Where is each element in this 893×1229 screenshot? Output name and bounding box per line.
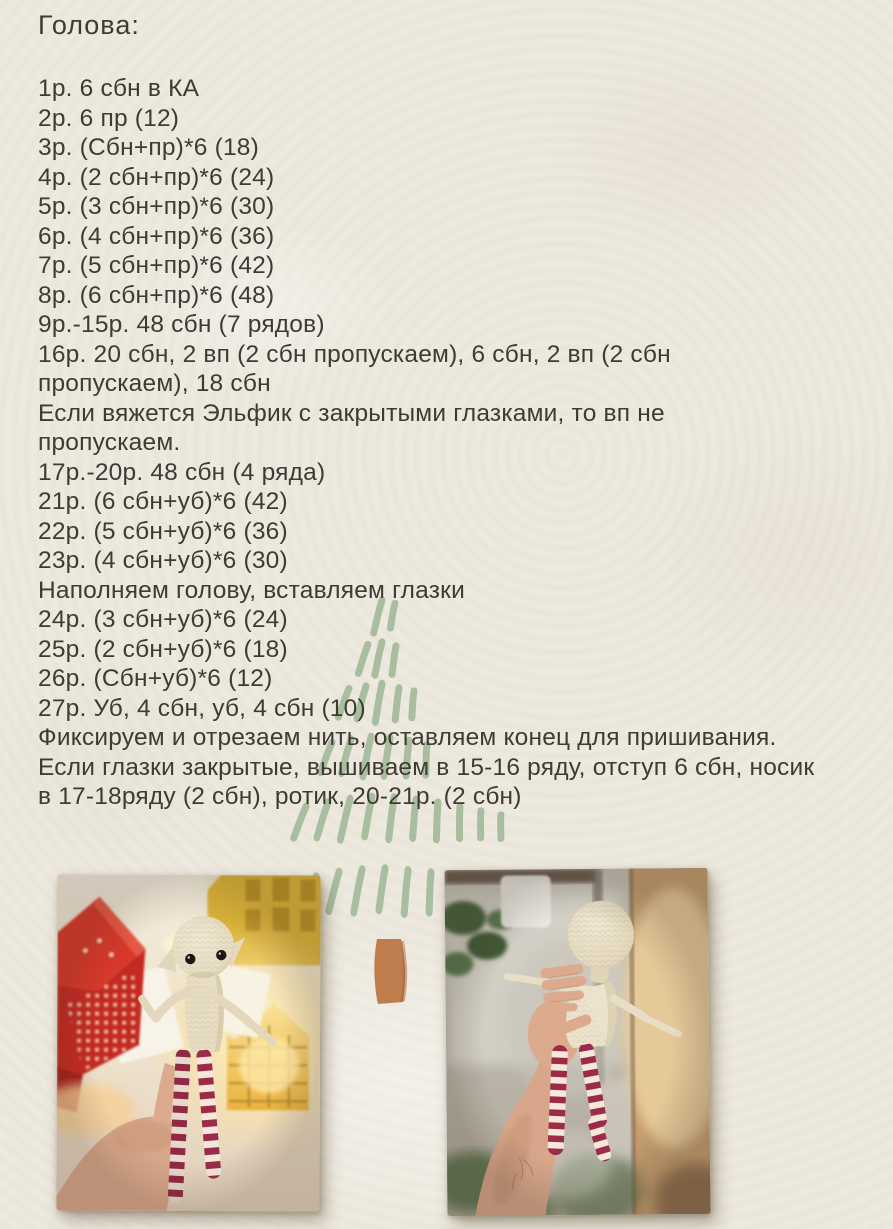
pattern-line: 16р. 20 сбн, 2 вп (2 сбн пропускаем), 6 сбн, 2 вп (2 сбн [38, 340, 671, 368]
pattern-line: в 17-18ряду (2 сбн), ротик, 20-21р. (2 сбн) [38, 783, 522, 810]
pattern-line: 8р. (6 сбн+пр)*6 (48) [38, 281, 275, 309]
elf-front-scene [56, 875, 320, 1212]
pattern-line: 24р. (3 сбн+уб)*6 (24) [38, 606, 288, 633]
pattern-line: 7р. (5 сбн+пр)*6 (42) [38, 252, 275, 279]
pattern-line: Наполняем голову, вставляем глазки [38, 576, 465, 604]
section-title: Голова: [38, 10, 140, 40]
pattern-line: 21р. (6 сбн+уб)*6 (42) [38, 488, 288, 515]
pattern-line: 3р. (Сбн+пр)*6 (18) [38, 134, 259, 161]
pattern-line: 1р. 6 сбн в КА [38, 75, 200, 102]
tree-trunk [374, 939, 405, 1004]
pattern-line: Если вяжется Эльфик с закрытыми глазками, то вп не [38, 399, 665, 427]
pattern-line: 2р. 6 пр (12) [38, 104, 180, 132]
pattern-line: 17р.-20р. 48 сбн (4 ряда) [38, 458, 326, 486]
photo-elf-front [56, 875, 320, 1212]
pattern-line: Фиксируем и отрезаем нить, оставляем конец для пришивания. [38, 724, 777, 751]
pattern-line: 23р. (4 сбн+уб)*6 (30) [38, 547, 288, 574]
pattern-line: 25р. (2 сбн+уб)*6 (18) [38, 635, 288, 663]
pattern-line: 5р. (3 сбн+пр)*6 (30) [38, 193, 275, 220]
pattern-line: пропускаем. [38, 429, 181, 456]
pattern-line: 9р.-15р. 48 сбн (7 рядов) [38, 311, 325, 338]
pattern-line: пропускаем), 18 сбн [38, 370, 271, 397]
pattern-lines [38, 74, 893, 812]
photo-vignette [56, 875, 320, 1212]
pattern-line: 6р. (4 сбн+пр)*6 (36) [38, 222, 275, 250]
pattern-line: 27р. Уб, 4 сбн, уб, 4 сбн (10) [38, 694, 366, 722]
elf-back-scene [444, 868, 710, 1216]
photo-vignette [444, 868, 710, 1216]
pattern-line: 22р. (5 сбн+уб)*6 (36) [38, 517, 288, 545]
pattern-line: 26р. (Сбн+уб)*6 (12) [38, 665, 273, 692]
pattern-line: 4р. (2 сбн+пр)*6 (24) [38, 163, 275, 191]
photo-elf-back [444, 868, 710, 1216]
pattern-line: Если глазки закрытые, вышиваем в 15-16 ряду, отступ 6 сбн, носик [38, 753, 815, 781]
